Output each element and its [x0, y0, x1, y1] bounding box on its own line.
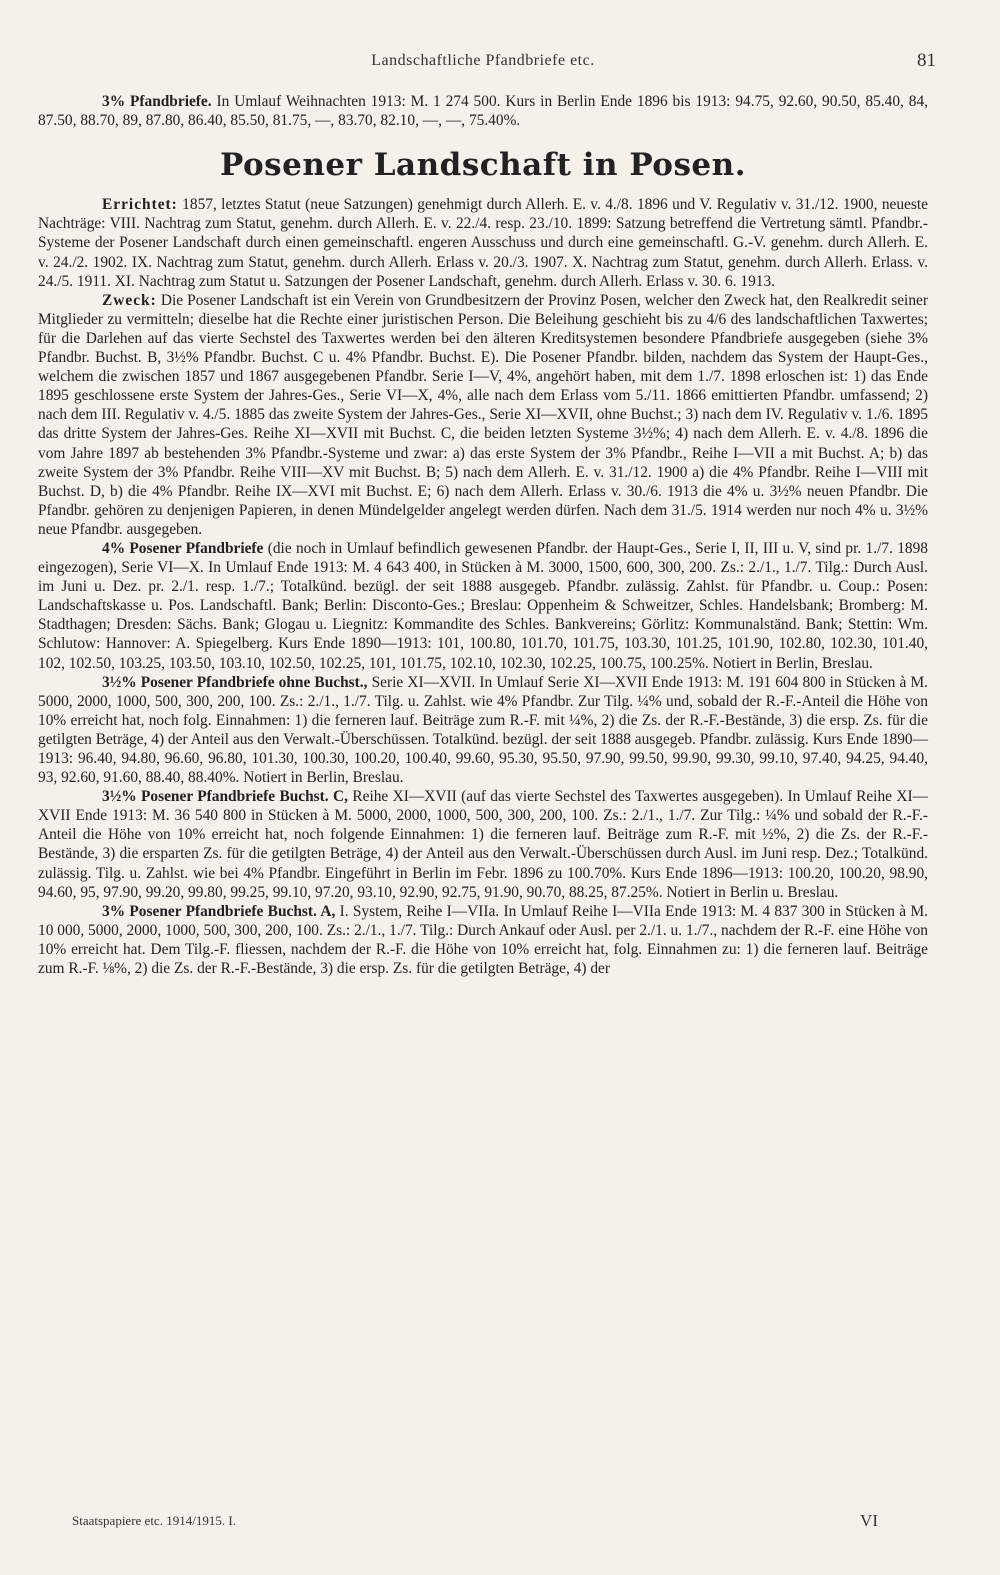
paragraph-text: Serie XI—XVII. In Umlauf Serie XI—XVII Ende 1913: M. 191 604 800 in Stücken à M. 5000, 2000, 1000, 500, 300, 200, 100. Zs.: 2./1., 1./7. Tilg. u. Zahlst. wie 4% Pfandbr. Zur Tilg. ¼% und, sobald der R.-F.-Anteil die Höhe von 10% erreicht hat, noch folg. Einnahmen: 1) die ferneren lauf. Beiträge zum R.-F. mit ¼%, 2) die Zs. der R.-F.-Bestände, 3) die ersp. Zs. für die getilgten Beträge, 4) der Anteil aus den Verwalt.-Überschüssen. Totalkünd. bezügl. der seit 1888 ausgegeb. Pfandbr. zulässig. Kurs Ende 1890—1913: 96.40, 94.80, 96.60, 96.80, 101.30, 100.30, 100.20, 100.40, 99.60, 95.30, 95.50, 97.90, 99.50, 99.90, 99.30, 99.10, 97.40, 94.25, 94.40, 93, 92.60, 91.60, 88.40, 88.40%. Notiert in Berlin, Breslau.: [38, 673, 928, 787]
paragraph-lead: 3½% Posener Pfandbriefe ohne Buchst.,: [102, 673, 368, 691]
paragraph-errichtet: [38, 195, 928, 290]
section-heading: [38, 147, 928, 184]
paragraph-lead: Zweck:: [102, 291, 157, 309]
footer-signature: VI: [860, 1511, 878, 1530]
footer-imprint: Staatspapiere etc. 1914/1915. I.: [72, 1513, 236, 1528]
body-text: [38, 92, 928, 978]
paragraph-text: I. System, Reihe I—VIIa. In Umlauf Reihe I—VIIa Ende 1913: M. 4 837 300 in Stücken à M. 10 000, 5000, 2000, 1000, 500, 300, 200, 100. Zs.: 2./1., 1./7. Tilg.: Durch Ankauf oder Ausl. per 2./1. u. 1./7., nachdem der R.-F. eine Höhe von 10% erreicht hat. Dem Tilg.-F. fliessen, nachdem der R.-F. die Höhe von 10% erreicht hat, folg. Einnahmen zu: 1) die ferneren lauf. Beiträge zum R.-F. ⅛%, 2) die Zs. der R.-F.-Bestände, 3) die ersp. Zs. für die getilgten Beträge, 4) der: [38, 902, 928, 978]
intro-paragraph: [38, 92, 928, 130]
paragraph-3pct-buchst-a: [38, 902, 928, 978]
paragraph-4pct-pfandbriefe: [38, 539, 928, 673]
paragraph-text: Reihe XI—XVII (auf das vierte Sechstel des Taxwertes ausgegeben). In Umlauf Reihe XI—XVII Ende 1913: M. 36 540 800 in Stücken à M. 5000, 2000, 1000, 500, 300, 200, 100. Zs.: 2./1., 1./7. Zur Tilg.: ¼% und sobald der R.-F.-Anteil die Höhe von 10% erreicht hat, noch folgende Einnahmen: 1) die ferneren lauf. Beiträge zum R.-F. mit ½%, 2) die Zs. der R.-F.-Bestände, 3) die ersparten Zs. für die getilgten Beträge, 4) der Anteil aus den Verwalt.-Überschüssen durch Ausl. im Juni resp. Dez.; Totalkünd. zulässig. Tilg. u. Zahlst. wie bei 4% Pfandbr. Eingeführt in Berlin im Febr. 1896 zu 100.70%. Kurs Ende 1896—1913: 100.20, 100.20, 98.90, 94.60, 95, 97.90, 99.20, 99.80, 99.25, 99.10, 97.20, 93.10, 92.90, 92.75, 91.90, 90.70, 88.25, 87.25%. Notiert in Berlin u. Breslau.: [38, 788, 928, 901]
running-title: Landschaftliche Pfandbriefe etc.: [371, 52, 595, 69]
intro-text: In Umlauf Weihnachten 1913: M. 1 274 500. Kurs in Berlin Ende 1896 bis 1913: 94.75, 92.60, 90.50, 85.40, 84, 87.50, 88.70, 89, 87.80, 86.40, 85.50, 81.75, —, 83.70, 82.10, —, —, 75.40%.: [38, 93, 929, 130]
paragraph-lead: Errichtet:: [102, 196, 178, 214]
paragraph-text: 1857, letztes Statut (neue Satzungen) genehmigt durch Allerh. E. v. 4./8. 1896 und V. Regulativ v. 31./12. 1900, neueste Nachträge: VIII. Nachtrag zum Statut, genehm. durch Allerh. E. v. 22./4. resp. 23./10. 1899: Satzung betreffend die Vertretung sämtl. Pfandbr.-Systeme der Posener Landschaft durch einen gemeinschaftl. engeren Ausschuss und durch eine gemeinschaftl. G.-V. genehm. durch Allerh. E. v. 24./2. 1902. IX. Nachtrag zum Statut, genehm. durch Allerh. Erlass v. 20./3. 1907. X. Nachtrag zum Statut, genehm. durch Allerh. Erlass. v. 24./5. 1911. XI. Nachtrag zum Statut u. Satzungen der Posener Landschaft, genehm. durch Allerh. Erlass v. 30. 6. 1913.: [38, 196, 928, 290]
paragraph-zweck: [38, 291, 928, 539]
paragraph-lead: 3½% Posener Pfandbriefe Buchst. C,: [102, 788, 348, 806]
intro-lead: 3% Pfandbriefe.: [102, 93, 212, 110]
running-head: [38, 48, 936, 82]
paragraph-lead: 3% Posener Pfandbriefe Buchst. A,: [102, 902, 336, 920]
paragraph-text: Die Posener Landschaft ist ein Verein von Grundbesitzern der Provinz Posen, welcher den Zweck hat, den Realkredit seiner Mitglieder zu vermitteln; dieselbe hat die Rechte einer juristischen Person. Die Beleihung geschieht bis zu 4/6 des landschaftlichen Taxwertes; für die Darlehen auf das vierte Sechstel des Taxwertes werden bei den älteren Kreditsystemen besondere Pfandbriefe ausgegeben (siehe 3% Pfandbr. Buchst. B, 3½% Pfandbr. Buchst. C u. 4% Pfandbr. Buchst. E). Die Posener Pfandbr. bilden, nachdem das System der Haupt-Ges., welchem die zwischen 1857 und 1867 ausgegebenen Pfandbr. Serie I—V, 4%, angehört haben, mit dem 1./7. 1898 erloschen ist: 1) das Ende 1895 geschlossene erste System der Jahres-Ges., Serie VI—X, 4%, alle nach dem Erlass vom 5./11. 1866 emittierten Pfandbr. umfassend; 2) nach dem III. Regulativ v. 4./5. 1885 das zweite System der Jahres-Ges., Serie XI—XVII, ohne Buchst.; 3) nach dem IV. Regulativ v. 1./6. 1895 das dritte System der Jahres-Ges. Reihe XI—XVII mit Buchst. C, die beiden letzten Systeme 3½%; 4) nach dem Allerh. E. v. 4./8. 1896 die vom Jahre 1897 ab bestehenden 3% Pfandbr.-Systeme und zwar: a) das erste System der 3% Pfandbr., Reihe I—VII a mit Buchst. A; b) das zweite System der 3% Pfandbr. Reihe VIII—XV mit Buchst. B; 5) nach dem Allerh. E. v. 31./12. 1900 a) die 4% Pfandbr. Reihe I—VIII mit Buchst. D, b) die 4% Pfandbr. Reihe IX—XVI mit Buchst. E; 6) nach dem Allerh. Erlass v. 30./6. 1913 die 4% u. 3½% neuen Pfandbr. Die Pfandbr. gehören zu denjenigen Papieren, in denen Mündelgelder angelegt werden dürfen. Nach dem 31./5. 1914 werden nur noch 4% u. 3½% neue Pfandbr. ausgegeben.: [38, 291, 928, 538]
page-footer: [72, 1513, 928, 1535]
paragraph-lead: 4% Posener Pfandbriefe: [102, 539, 264, 557]
paragraph-3half-buchst-c: [38, 787, 928, 902]
page-number: 81: [917, 50, 936, 71]
paragraph-3half-ohne-buchst: [38, 673, 928, 788]
section-title: Posener Landschaft in Posen.: [220, 147, 746, 184]
paragraph-text: (die noch in Umlauf befindlich gewesenen Pfandbr. der Haupt-Ges., Serie I, II, III u. V, sind pr. 1./7. 1898 eingezogen), Serie VI—X. In Umlauf Ende 1913: M. 4 643 400, in Stücken à M. 3000, 1500, 600, 300, 200. Zs.: 2./1., 1./7. Tilg.: Durch Ausl. im Juni u. Dez. pr. 2./1. resp. 1./7.; Totalkünd. bezügl. der seit 1888 ausgegeb. Pfandbr. zulässig. Zahlst. für Pfandbr. u. Coup.: Posen: Landschaftskasse u. Pos. Landschaftl. Bank; Berlin: Disconto-Ges.; Breslau: Oppenheim & Schweitzer, Schles. Handelsbank; Bromberg: M. Stadthagen; Dresden: Sächs. Bank; Glogau u. Liegnitz: Kommandite des Schles. Bankvereins; Görlitz: Kommunalständ. Bank; Stettin: Wm. Schlutow: Hannover: A. Spiegelberg. Kurs Ende 1890—1913: 101, 100.80, 101.70, 101.75, 103.30, 101.25, 101.90, 102.80, 102.30, 101.40, 102, 102.50, 103.25, 103.50, 103.10, 102.50, 102.25, 101, 101.75, 102.10, 102.30, 102.25, 100.75, 100.25%. Notiert in Berlin, Breslau.: [38, 539, 929, 672]
